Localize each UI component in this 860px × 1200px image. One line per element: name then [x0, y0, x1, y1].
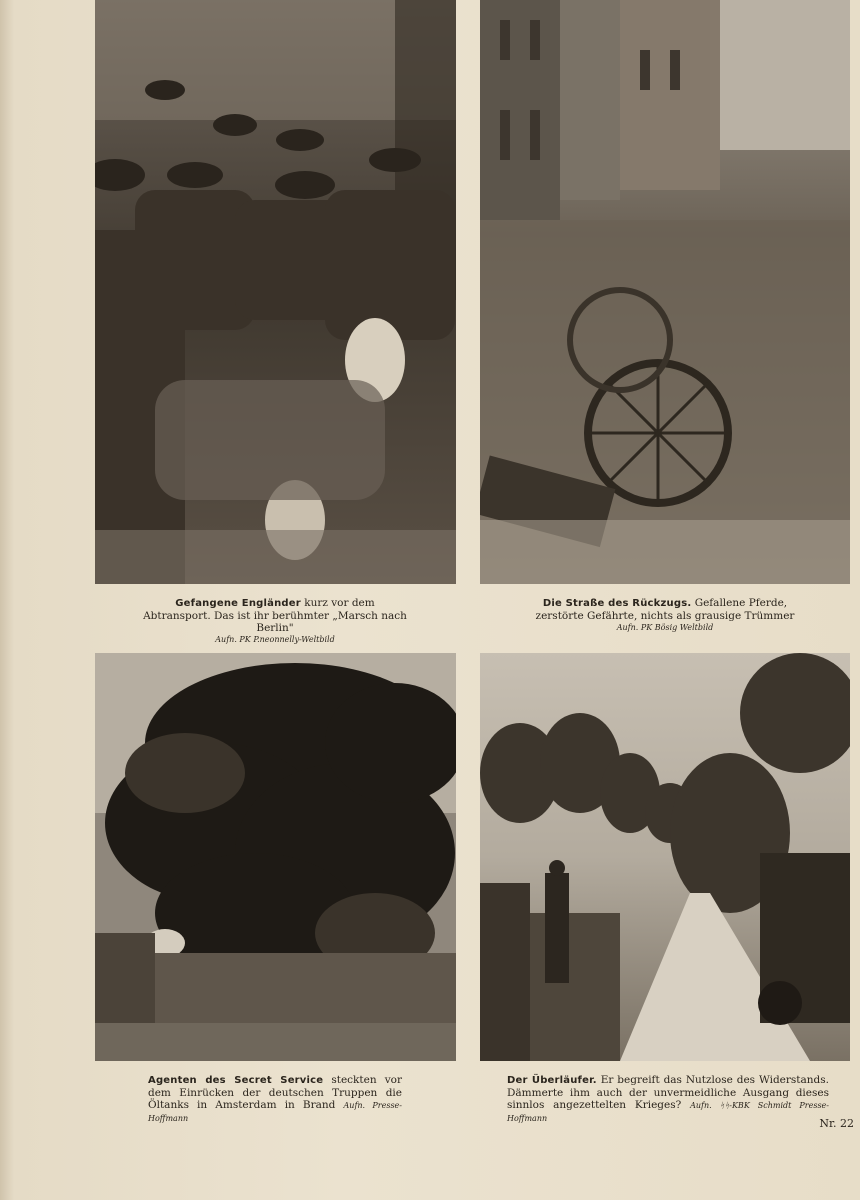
caption-british-prisoners	[140, 597, 410, 645]
caption-burning-oil-tanks	[148, 1074, 402, 1125]
caption-text: steckten vor dem Einrücken der deutschen Truppen die Öltanks in Amsterdam in Brand	[148, 1074, 402, 1111]
photo-credit: Aufn. PK P.neonnelly-Weltbild	[215, 635, 335, 644]
caption-road-of-retreat	[520, 597, 810, 633]
page-number: Nr. 22	[819, 1117, 854, 1130]
caption-title: Gefangene Engländer	[175, 598, 301, 609]
caption-title: Die Straße des Rückzugs.	[542, 598, 692, 609]
caption-title: Der Überläufer.	[507, 1075, 597, 1086]
caption-defector	[507, 1074, 829, 1125]
caption-text: Er begreift das Nutzlose des Widerstands. Dämmerte ihm auch der unvermeidliche Ausgang dieses sinnlos angezettelten Krieges?	[507, 1074, 829, 1111]
photo-british-prisoners	[95, 0, 456, 584]
photo-credit: Aufn. Presse-Hoffmann	[148, 1101, 402, 1123]
caption-text: Gefallene Pferde, zerstörte Gefährte, nichts als grausige Trümmer	[535, 597, 795, 622]
photo-credit: Aufn. ᛋᛋ-KBK Schmidt Presse-Hoffmann	[507, 1101, 829, 1123]
photo-burning-oil-tanks	[95, 653, 456, 1061]
caption-text: kurz vor dem Abtransport. Das ist ihr berühmter „Marsch nach Berlin"	[143, 597, 407, 634]
photo-defector	[480, 653, 850, 1061]
caption-title: Agenten des Secret Service	[148, 1075, 324, 1086]
photo-credit: Aufn. PK Bösig Weltbild	[616, 623, 714, 632]
photo-road-of-retreat	[480, 0, 850, 584]
